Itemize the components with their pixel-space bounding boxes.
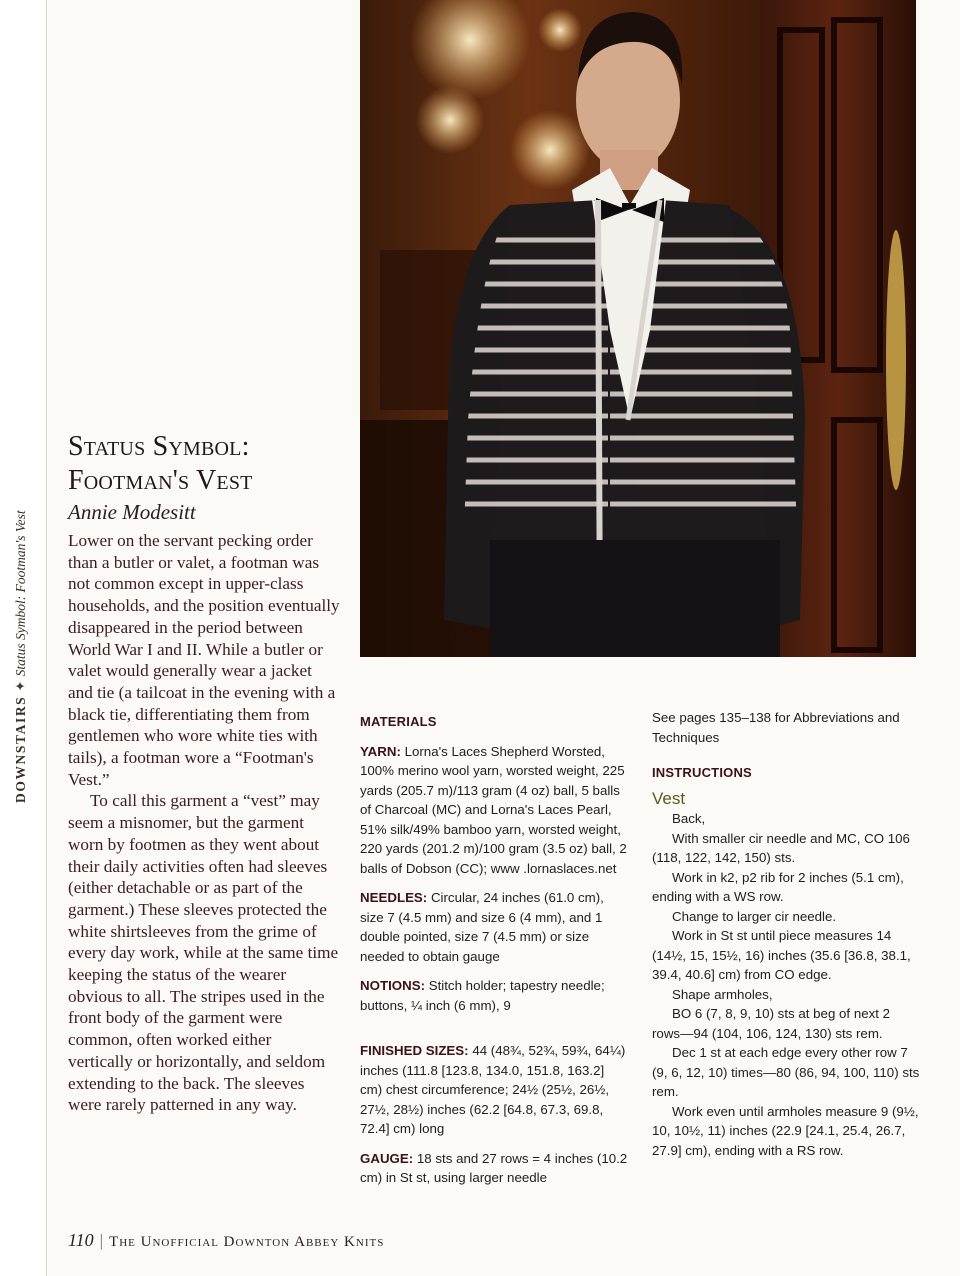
article-title <box>68 430 358 498</box>
needles-label: NEEDLES: <box>360 890 428 905</box>
see-pages-note: See pages 135–138 for Abbreviations and Techniques <box>652 710 900 745</box>
gauge-label: GAUGE: <box>360 1150 414 1166</box>
materials-column <box>360 712 630 1188</box>
yarn-label: YARN: <box>360 743 401 759</box>
article-paragraph-1: Lower on the servant pecking order than a butler or valet, a footman was not common except in upper-class households, and the position eventually disappeared in the period between World War I and II. While a butler or valet would generally wear a jacket and tie (a tailcoat in the evening with a black tie, differentiating them from gentlemen who wore white ties with tails), a footman wore a “Footman's Vest.” <box>68 531 340 789</box>
sizes-label: FINISHED SIZES: <box>360 1043 469 1058</box>
instruction-step: Shape armholes, <box>672 986 773 1002</box>
footman-model-photo-icon <box>360 0 916 657</box>
instruction-step: Work in St st until piece measures 14 (14½, 15, 15½, 16) inches (35.6 [36.8, 38.1, 39.4, 40.6] cm) from CO edge. <box>652 928 911 982</box>
instructions-heading: INSTRUCTIONS <box>652 765 752 780</box>
footman-photo <box>360 0 916 657</box>
instruction-step: With smaller cir needle and MC, CO 106 (118, 122, 142, 150) sts. <box>652 830 910 865</box>
side-running-head <box>8 463 34 803</box>
instruction-step: Work in k2, p2 rib for 2 inches (5.1 cm), ending with a WS row. <box>652 869 904 904</box>
instruction-step: Change to larger cir needle. <box>672 908 837 924</box>
sizes-text: 44 (48¾, 52¾, 59¾, 64¼) inches (111.8 [123.8, 134.0, 151.8, 163.2] cm) chest circumference; 24½ (25½, 26½, 27½, 28½) inches (62.2 [64.8, 67.3, 69.8, 72.4] cm) long <box>360 1043 626 1136</box>
instruction-step: Dec 1 st at each edge every other row 7 (9, 6, 12, 10) times—80 (86, 94, 100, 110) sts rem. <box>652 1045 920 1099</box>
title-line-2: Footman's Vest <box>68 465 253 496</box>
materials-heading: MATERIALS <box>360 714 437 729</box>
yarn-text: Lorna's Laces Shepherd Worsted, 100% merino wool yarn, worsted weight, 225 yards (205.7 m)/113 gram (4 oz) ball, 5 balls of Charcoal (MC) and Lorna's Laces Pearl, 51% silk/49% bamboo yarn, worsted weight, 220 yards (201.2 m)/100 gram (3.5 oz) ball, 2 balls of Dobson (CC); www .lornaslaces.net <box>360 743 627 876</box>
instruction-step: Back, <box>672 811 706 826</box>
gauge-text: 18 sts and 27 rows = 4 inches (10.2 cm) in St st, using larger needle <box>360 1150 628 1185</box>
notions-spec <box>360 976 630 1015</box>
instruction-step: Work even until armholes measure 9 (9½, 10, 10½, 11) inches (22.9 [24.1, 25.4, 26.7, 27.9] cm), ending with a RS row. <box>652 1103 919 1158</box>
sizes-spec <box>360 1041 630 1139</box>
instructions-column <box>652 708 920 1160</box>
notions-label: NOTIONS: <box>360 978 426 993</box>
footer-separator: | <box>99 1231 104 1250</box>
needles-text: Circular, 24 inches (61.0 cm), size 7 (4.5 mm) and size 6 (4 mm), and 1 double pointed, size 7 (4.5 mm) or size needed to obtain gauge <box>360 890 604 964</box>
needles-spec <box>360 888 630 966</box>
gauge-spec <box>360 1149 630 1188</box>
running-head-separator: ✦ <box>13 680 28 692</box>
title-line-1: Status Symbol: <box>68 431 250 462</box>
running-head-section: DOWNSTAIRS <box>13 695 28 803</box>
page-footer <box>68 1230 384 1251</box>
vest-heading: Vest <box>652 788 686 808</box>
notions-text: Stitch holder; tapestry needle; buttons, ¼ inch (6 mm), 9 <box>360 978 605 1013</box>
article-body <box>68 530 340 1116</box>
article-author: Annie Modesitt <box>68 500 196 524</box>
instruction-steps <box>652 809 920 1160</box>
instruction-step: BO 6 (7, 8, 9, 10) sts at beg of next 2 rows—94 (104, 106, 124, 130) sts rem. <box>652 1006 891 1041</box>
page-number: 110 <box>68 1230 94 1250</box>
book-title: The Unofficial Downton Abbey Knits <box>109 1234 385 1250</box>
yarn-spec <box>360 742 630 879</box>
running-head-subtitle: Status Symbol: Footman's Vest <box>13 510 28 677</box>
article-paragraph-2: To call this garment a “vest” may seem a misnomer, but the garment worn by footmen as they went about their daily activities often had sleeves (either detachable or as part of the garment.) These sleeves protected the white shirtsleeves from the grime of every day work, while at the same time keeping the status of the wearer obvious to all. The stripes used in the front body of the garment were common, often worked either vertically or horizontally, and seldom extending to the back. The sleeves were rarely patterned in any way. <box>68 791 339 1115</box>
